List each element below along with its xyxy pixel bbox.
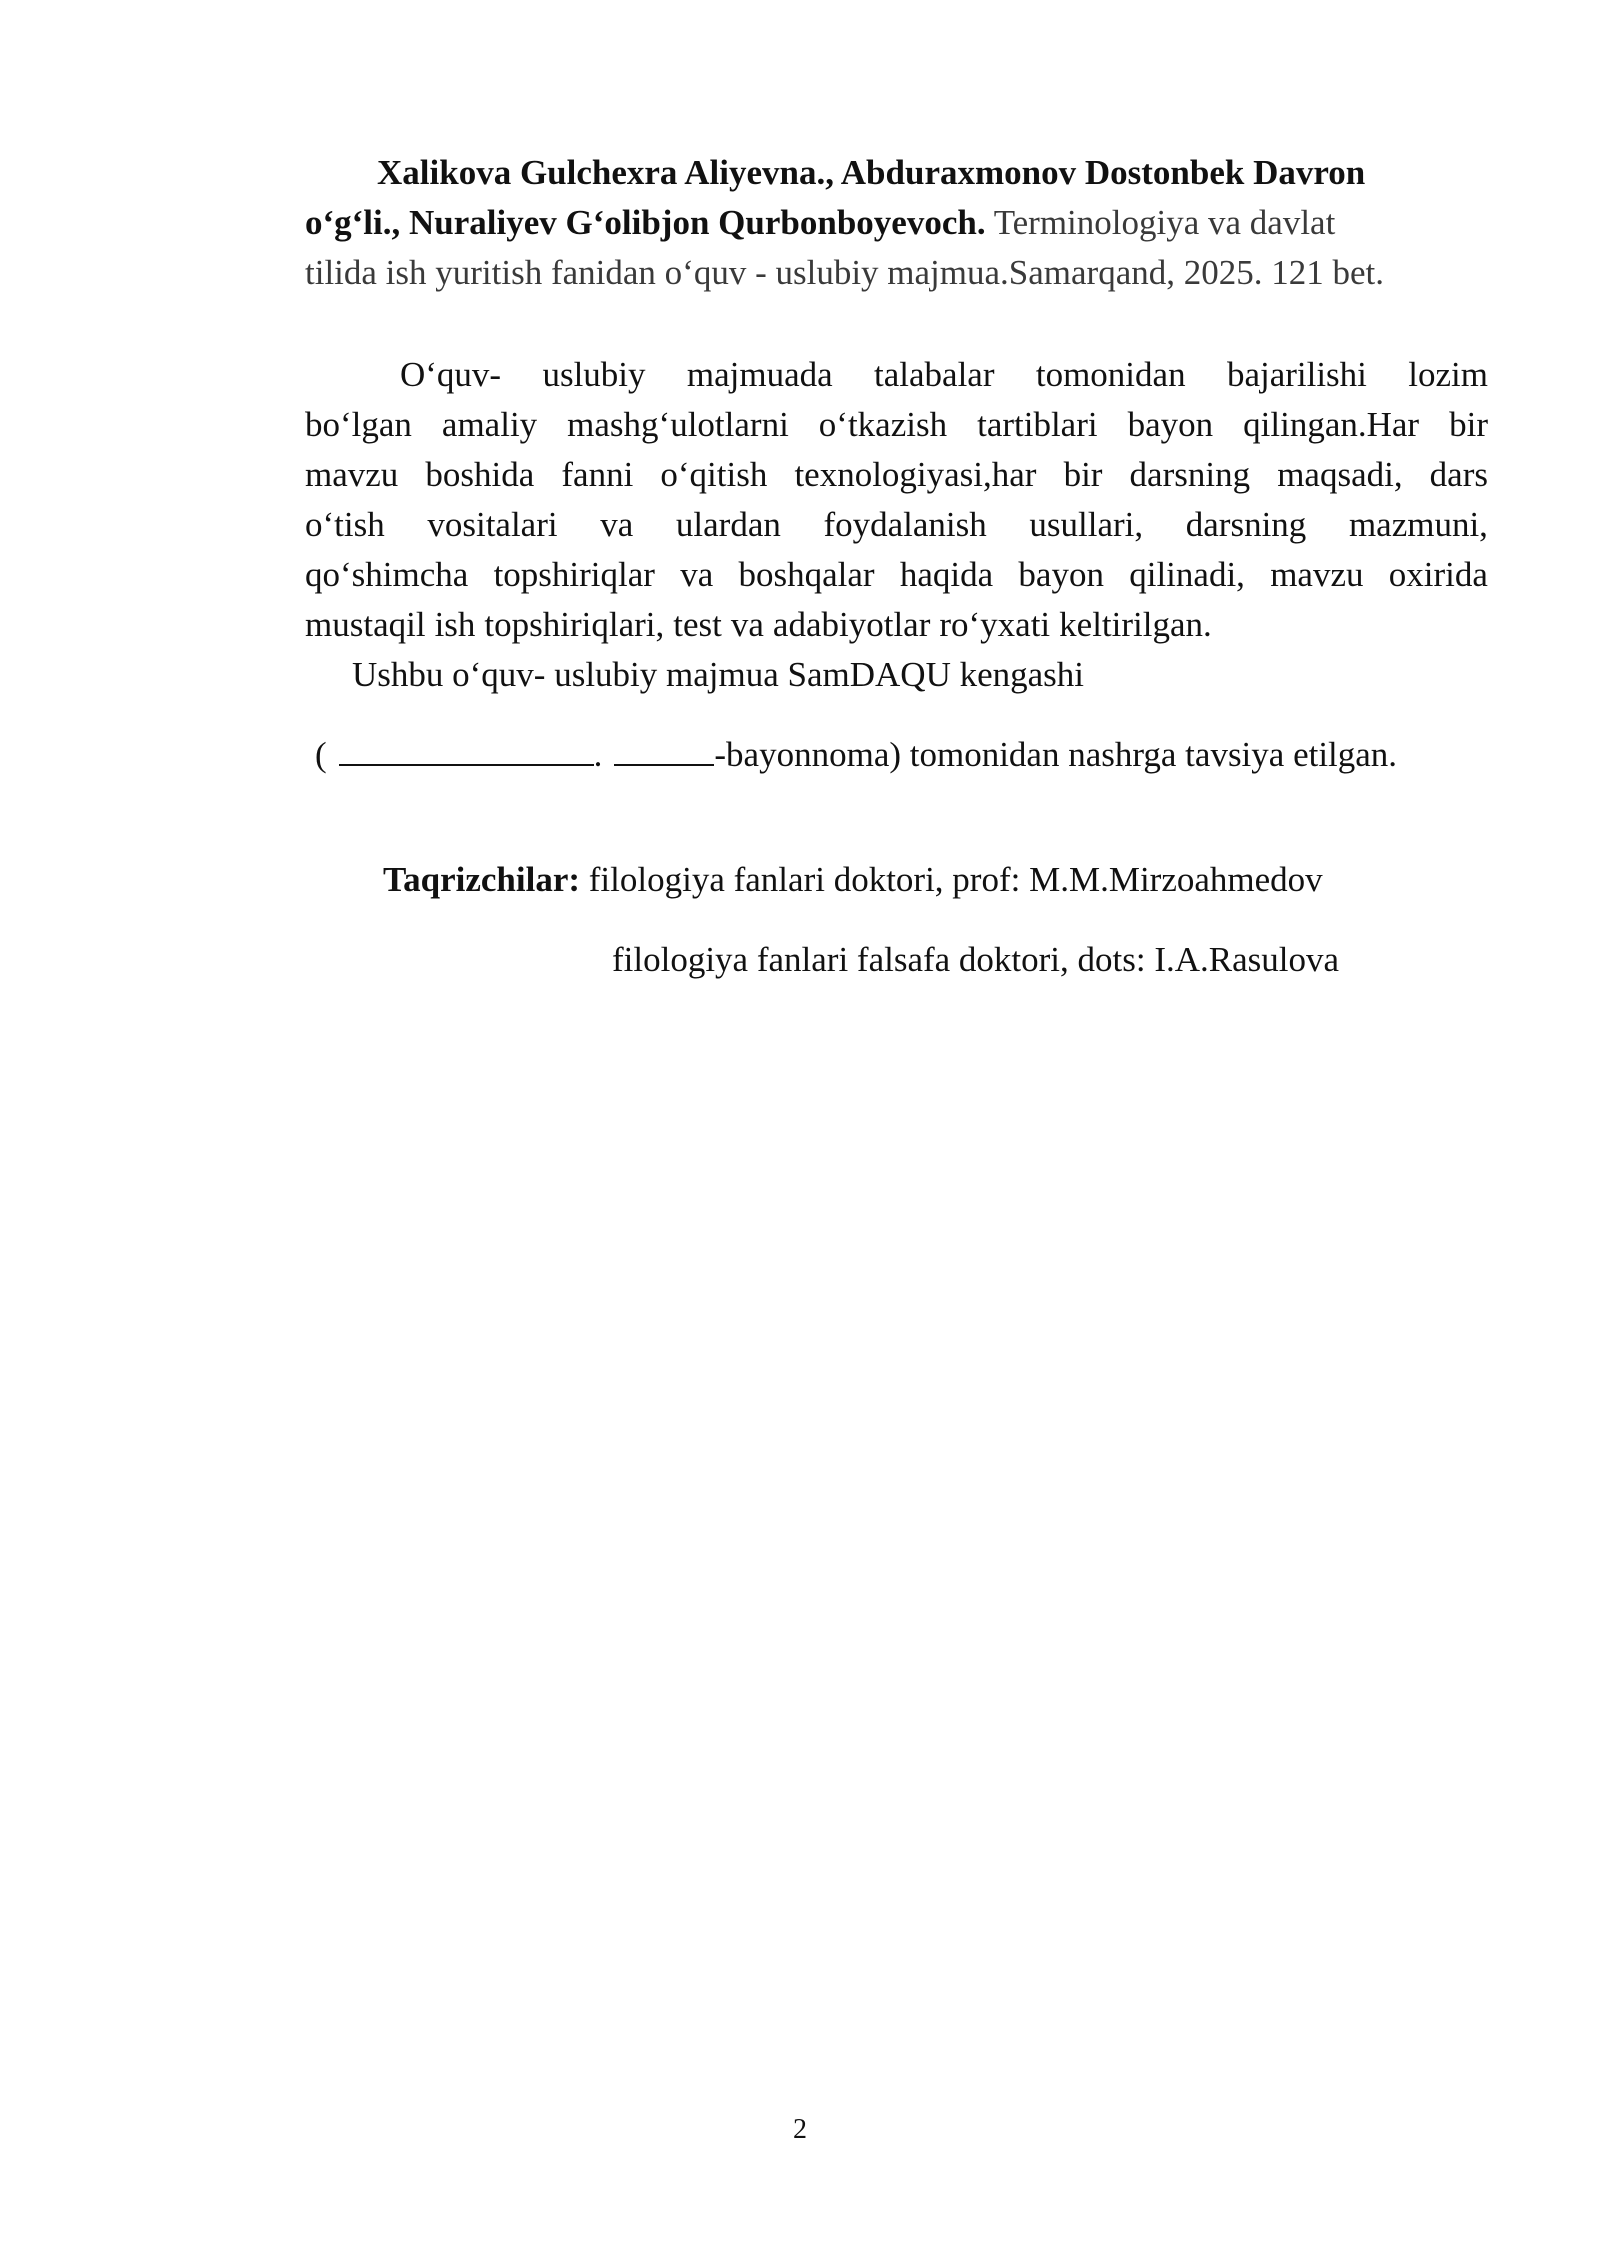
authors-line-1: Xalikova Gulchexra Aliyevna., Abduraxmonov Dostonbek Davron xyxy=(377,153,1366,192)
annotation-word: topshiriqlar xyxy=(493,555,655,594)
annotation-word: oxirida xyxy=(1388,555,1488,594)
annotation-word: darsning xyxy=(1129,455,1251,494)
annotation-word: boshida xyxy=(425,455,535,494)
annotation-word: mashg‘ulotlarni xyxy=(567,405,789,444)
annotation-line xyxy=(305,400,1488,450)
annotation-word: tomonidan xyxy=(1035,355,1186,394)
annotation-line xyxy=(305,350,1488,400)
annotation-word: mavzu xyxy=(1270,555,1364,594)
annotation-word: ish xyxy=(434,605,476,644)
annotation-line xyxy=(305,500,1488,550)
annotation-word: dars xyxy=(1429,455,1488,494)
protocol-line xyxy=(315,730,1397,780)
council-recommendation-line: Ushbu o‘quv- uslubiy majmua SamDAQU kengashi xyxy=(352,655,1085,694)
annotation-word: va xyxy=(730,605,764,644)
reviewers-line xyxy=(383,855,1323,905)
annotation-word: qo‘shimcha xyxy=(305,555,469,594)
annotation-word: majmuada xyxy=(686,355,833,394)
open-paren: ( xyxy=(315,735,327,774)
annotation-word: foydalanish xyxy=(823,505,987,544)
reviewers-label: Taqrizchilar: xyxy=(383,860,581,899)
annotation-word: bir xyxy=(1449,405,1488,444)
annotation-word: bayon xyxy=(1127,405,1214,444)
annotation-word: bayon xyxy=(1018,555,1104,594)
annotation-word: amaliy xyxy=(441,405,538,444)
date-blank xyxy=(339,730,594,766)
annotation-word: haqida xyxy=(899,555,994,594)
annotation-word: vositalari xyxy=(427,505,558,544)
annotation-word: va xyxy=(680,555,714,594)
annotation-word: adabiyotlar xyxy=(772,605,931,644)
annotation-line xyxy=(305,450,1488,500)
annotation-word: O‘quv- xyxy=(400,355,502,394)
annotation-word: keltirilgan. xyxy=(1059,605,1212,644)
annotation-word: ulardan xyxy=(675,505,781,544)
page-number: 2 xyxy=(793,2114,807,2145)
authors-line-2: o‘g‘li., Nuraliyev G‘olibjon Qurbonboyevoch. Terminologiya va davlat xyxy=(305,203,1336,242)
annotation-line xyxy=(305,600,1488,650)
annotation-word: bir xyxy=(1063,455,1103,494)
protocol-text: -bayonnoma) tomonidan nashrga tavsiya etilgan. xyxy=(714,735,1398,774)
annotation-word: darsning xyxy=(1185,505,1307,544)
title-fragment: Terminologiya va davlat xyxy=(985,203,1336,242)
annotation-word: lozim xyxy=(1408,355,1488,394)
annotation-line xyxy=(305,550,1488,600)
annotation-word: talabalar xyxy=(874,355,995,394)
annotation-word: tartiblari xyxy=(977,405,1098,444)
annotation-word: mavzu xyxy=(305,455,399,494)
annotation-word: fanni xyxy=(561,455,634,494)
annotation-word: ro‘yxati xyxy=(939,605,1051,644)
number-blank xyxy=(614,730,714,766)
reviewer-1: filologiya fanlari doktori, prof: M.M.Mirzoahmedov xyxy=(580,860,1323,899)
annotation-paragraph xyxy=(305,350,1488,650)
annotation-word: o‘tkazish xyxy=(818,405,948,444)
annotation-word: test xyxy=(673,605,722,644)
title-line-3: tilida ish yuritish fanidan o‘quv - uslubiy majmua.Samarqand, 2025. 121 bet. xyxy=(305,253,1385,292)
annotation-word: o‘qitish xyxy=(660,455,768,494)
reviewer-2: filologiya fanlari falsafa doktori, dots: I.A.Rasulova xyxy=(612,940,1340,979)
dot: . xyxy=(593,735,603,774)
annotation-word: maqsadi, xyxy=(1277,455,1403,494)
annotation-word: mazmuni, xyxy=(1348,505,1488,544)
annotation-word: topshiriqlari, xyxy=(484,605,665,644)
annotation-word: va xyxy=(600,505,634,544)
annotation-word: boshqalar xyxy=(738,555,875,594)
annotation-word: uslubiy xyxy=(542,355,646,394)
annotation-word: usullari, xyxy=(1029,505,1144,544)
annotation-word: mustaqil xyxy=(305,605,426,644)
annotation-word: bajarilishi xyxy=(1226,355,1367,394)
annotation-word: qilinadi, xyxy=(1129,555,1245,594)
annotation-word: bo‘lgan xyxy=(305,405,412,444)
bibliographic-description xyxy=(305,148,1495,298)
annotation-word: o‘tish xyxy=(305,505,385,544)
annotation-word: texnologiyasi,har xyxy=(794,455,1037,494)
annotation-word: qilingan.Har xyxy=(1243,405,1420,444)
